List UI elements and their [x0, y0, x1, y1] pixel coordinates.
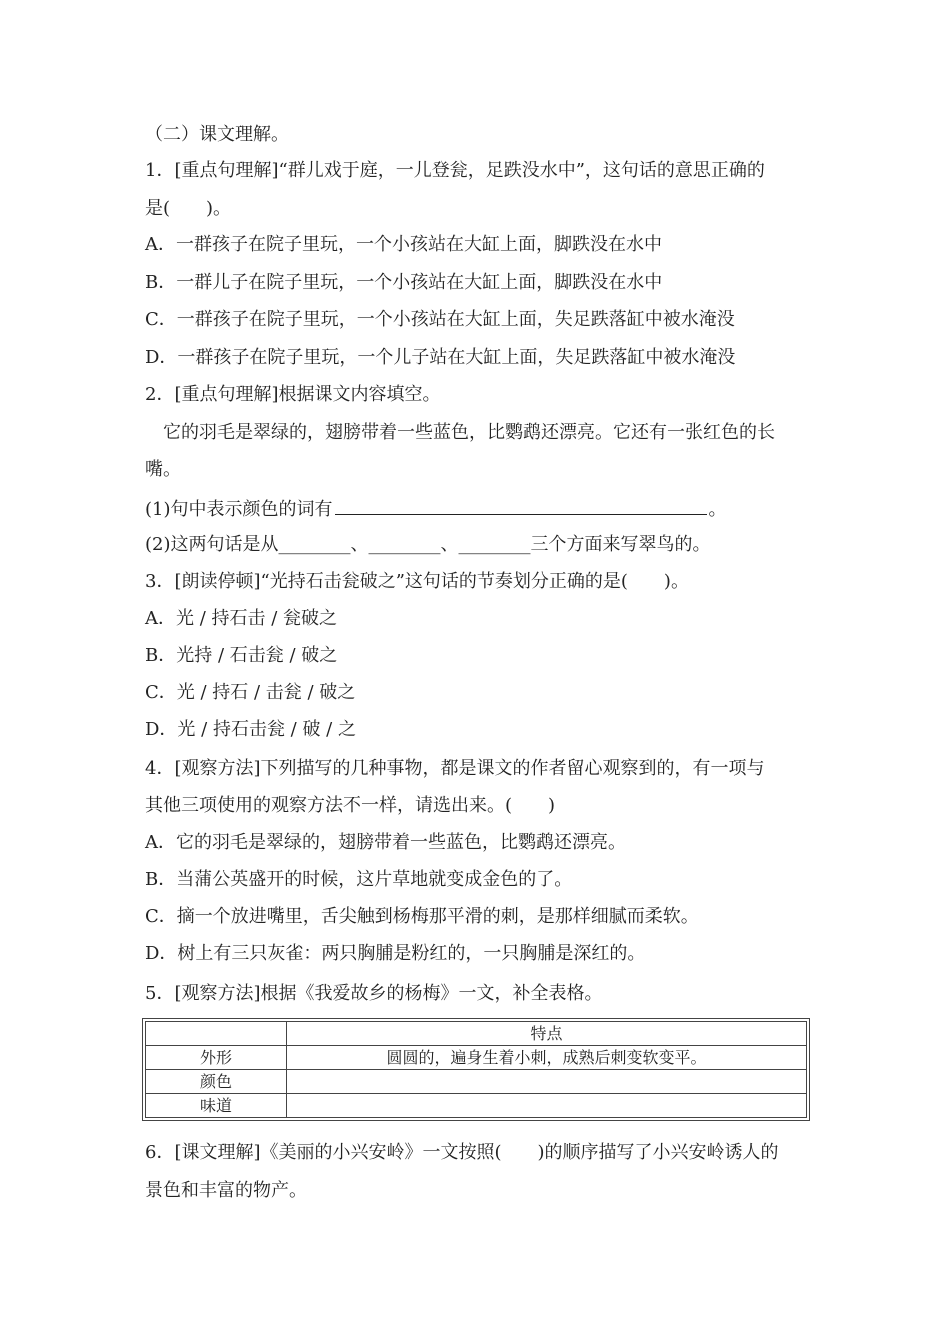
q2-sub2: (2)这两句话是从________、________、________三个方面来写翠鸟的。	[145, 534, 711, 555]
row-value-shape: 圆圆的，遍身生着小刺，成熟后刺变软变平。	[287, 1046, 807, 1070]
q3-stem: 3．[朗读停顿]“光持石击瓮破之”这句话的节奏划分正确的是( )。	[145, 571, 689, 592]
table-header-row	[146, 1022, 807, 1046]
q2-sub1	[145, 496, 727, 522]
q2-stem: 2．[重点句理解]根据课文内容填空。	[145, 384, 441, 405]
q4-option-c: C．摘一个放进嘴里，舌尖触到杨梅那平滑的刺，是那样细腻而柔软。	[145, 906, 699, 927]
answer-blank[interactable]	[335, 496, 707, 515]
q5-stem: 5．[观察方法]根据《我爱故乡的杨梅》一文，补全表格。	[145, 983, 603, 1004]
table-header-cell	[146, 1022, 287, 1046]
table-row	[146, 1094, 807, 1118]
q6-stem-line2: 景色和丰富的物产。	[145, 1180, 307, 1201]
q4-stem-line2: 其他三项使用的观察方法不一样，请选出来。( )	[145, 795, 556, 816]
q1-option-a: A．一群孩子在院子里玩，一个小孩站在大缸上面，脚跌没在水中	[145, 234, 662, 255]
row-value-taste[interactable]	[287, 1094, 807, 1118]
row-label-taste: 味道	[146, 1094, 287, 1118]
feature-table	[145, 1021, 807, 1118]
table-header-cell: 特点	[287, 1022, 807, 1046]
q3-option-c: C．光 / 持石 / 击瓮 / 破之	[145, 682, 356, 703]
q1-option-d: D．一群孩子在院子里玩，一个儿子站在大缸上面，失足跌落缸中被水淹没	[145, 347, 736, 368]
q1-stem-line1: 1．[重点句理解]“群儿戏于庭，一儿登瓮，足跌没水中”，这句话的意思正确的	[145, 160, 765, 181]
q4-option-d: D．树上有三只灰雀：两只胸脯是粉红的，一只胸脯是深红的。	[145, 943, 646, 964]
q1-option-c: C．一群孩子在院子里玩，一个小孩站在大缸上面，失足跌落缸中被水淹没	[145, 309, 735, 330]
table-row	[146, 1046, 807, 1070]
row-label-color: 颜色	[146, 1070, 287, 1094]
q2-passage-line2: 嘴。	[145, 459, 181, 480]
q4-stem-line1: 4．[观察方法]下列描写的几种事物，都是课文的作者留心观察到的，有一项与	[145, 758, 765, 779]
q1-stem-line2: 是( )。	[145, 198, 232, 219]
q2-sub1-prefix: (1)句中表示颜色的词有	[145, 499, 333, 520]
q6-stem-line1: 6．[课文理解]《美丽的小兴安岭》一文按照( )的顺序描写了小兴安岭诱人的	[145, 1142, 779, 1163]
q4-option-b: B．当蒲公英盛开的时候，这片草地就变成金色的了。	[145, 869, 573, 890]
row-value-color[interactable]	[287, 1070, 807, 1094]
section-title: （二）课文理解。	[145, 124, 289, 145]
q4-option-a: A．它的羽毛是翠绿的，翅膀带着一些蓝色，比鹦鹉还漂亮。	[145, 832, 626, 853]
q2-passage-line1: 它的羽毛是翠绿的，翅膀带着一些蓝色，比鹦鹉还漂亮。它还有一张红色的长	[145, 422, 775, 443]
q1-option-b: B．一群儿子在院子里玩，一个小孩站在大缸上面，脚跌没在水中	[145, 272, 663, 293]
q3-option-a: A．光 / 持石击 / 瓮破之	[145, 608, 338, 629]
table-row	[146, 1070, 807, 1094]
row-label-shape: 外形	[146, 1046, 287, 1070]
q3-option-b: B．光持 / 石击瓮 / 破之	[145, 645, 338, 666]
q2-sub1-suffix: 。	[708, 499, 727, 520]
q3-option-d: D．光 / 持石击瓮 / 破 / 之	[145, 719, 356, 740]
